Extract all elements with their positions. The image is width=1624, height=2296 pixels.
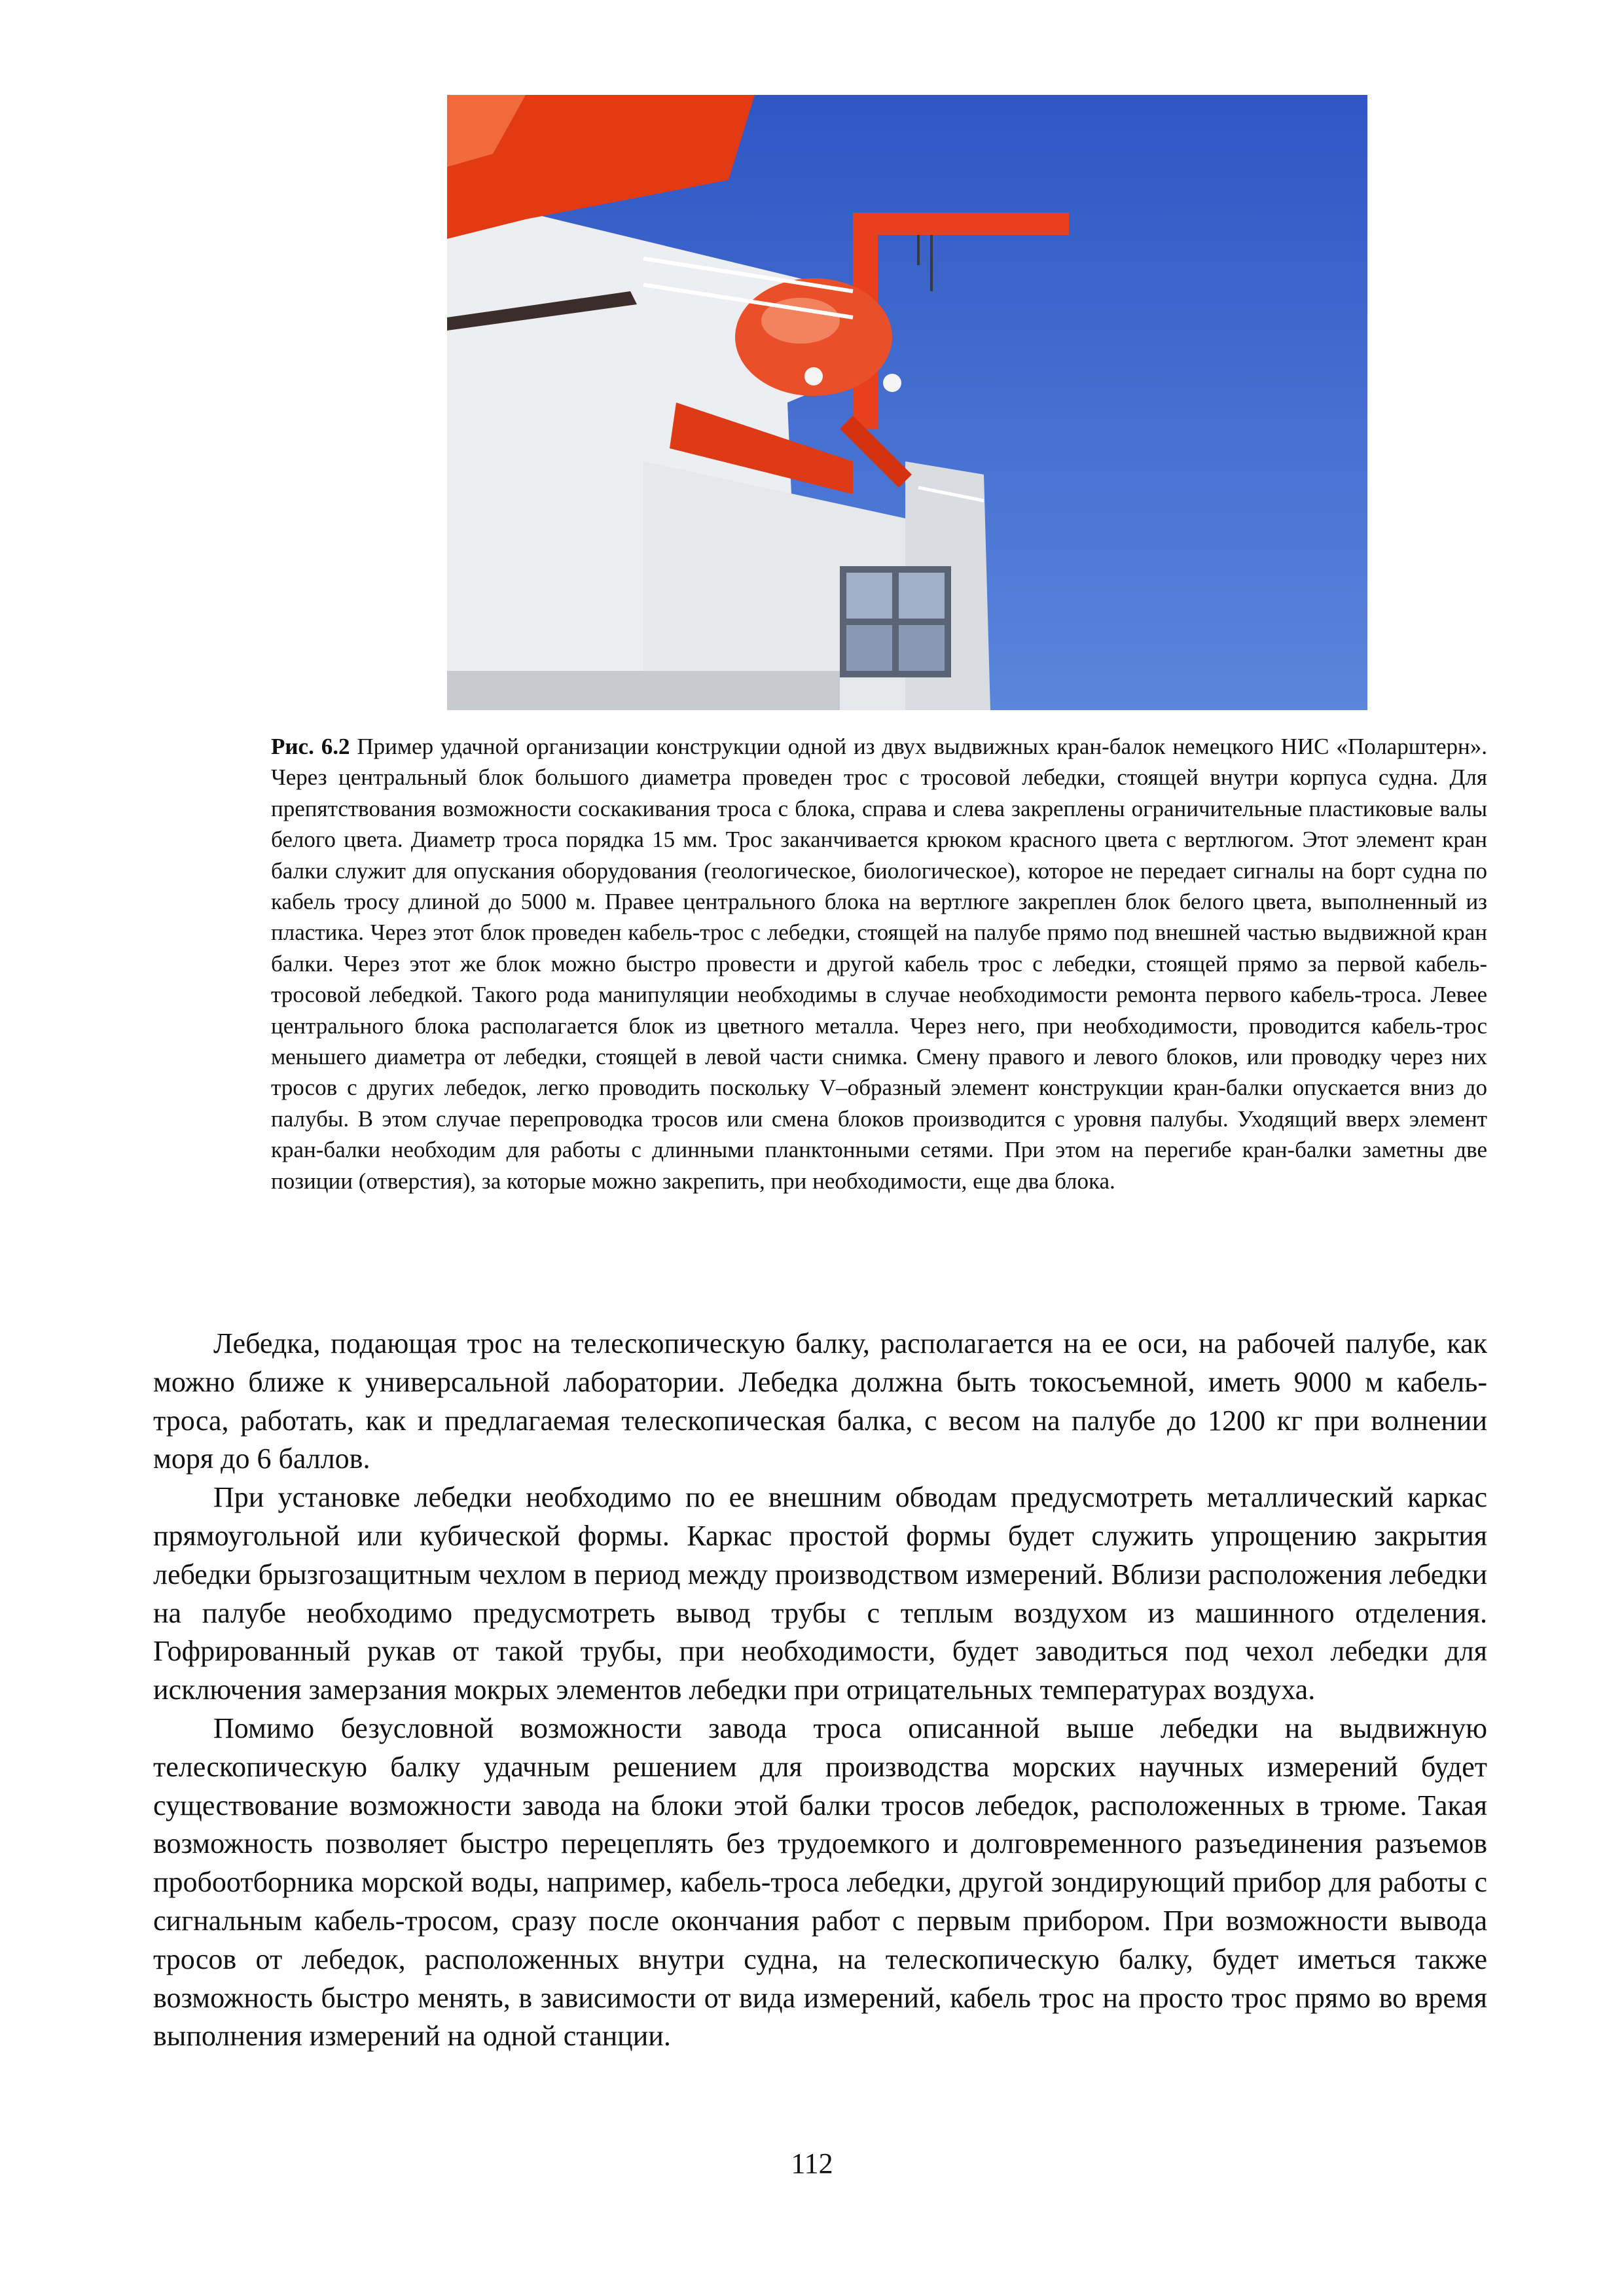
paragraph: Помимо безусловной возможности завода троса описанной выше лебедки на выдвижную телескопическую балку удачным решением для производства морских научных измерений будет существование возможности завода на блоки этой балки тросов лебедок, расположенных в трюме. Такая возможность позволяет быстро перецеплять без трудоемкого и долговременного разъединения разъемов пробоотборника морской воды, например, кабель-троса лебедки, другой зондирующий прибор для работы с сигнальным кабель-тросом, сразу после окончания работ с первым прибором. При возможности вывода тросов от лебедок, расположенных внутри судна, на телескопическую балку, будет иметься также возможность быстро менять, в зависимости от вида измерений, кабель трос на просто трос прямо во время выполнения измерений на одной станции. [153,1712,1487,2053]
figure-caption-text: Пример удачной организации конструкции одной из двух выдвижных кран-балок немецкого НИС «Поларштерн». Через центральный блок большого диаметра проведен трос с тросовой лебедки, стоящей внутри корпуса судна. Для препятствования возможности соскакивания троса с блока, справа и слева закреплены ограничительные пластиковые валы белого цвета. Диаметр троса порядка 15 мм. Трос заканчивается крюком красного цвета с вертлюгом. Этот элемент кран балки служит для опускания оборудования (геологическое, биологическое), которое не передает сигналы на борт судна по кабель тросу длиной до 5000 м. Правее центрального блока на вертлюге закреплен блок белого цвета, выполненный из пластика. Через этот блок проведен кабель-трос с лебедки, стоящей на палубе прямо под внешней частью выдвижной кран балки. Через этот же блок можно быстро провести и другой кабель трос с лебедки, стоящей прямо за первой кабель-тросовой лебедкой. Такого рода манипуляции необходимы в случае необходимости ремонта первого кабель-троса. Левее центрального блока располагается блок из цветного металла. Через него, при необходимости, проводится кабель-трос меньшего диаметра от лебедки, стоящей в левой части снимка. Смену правого и левого блоков, или проводку через них тросов с других лебедок, легко проводить поскольку V–образный элемент конструкции кран-балки опускается вниз до палубы. В этом случае перепроводка тросов или смена блоков производится с уровня палубы. Уходящий вверх элемент кран-балки необходим для работы с длинными планктонными сетями. При этом на перегибе кран-балки заметны две позиции (отверстия), за которые можно закрепить, при необходимости, еще два блока. [271,734,1487,1194]
ship-crane-photo [447,95,1367,710]
figure-caption [271,731,1487,1196]
page-number: 112 [791,2147,833,2179]
body-text [153,1325,1487,2056]
paragraph: Лебедка, подающая трос на телескопическую балку, располагается на ее оси, на рабочей палубе, как можно ближе к универсальной лаборатории. Лебедка должна быть токосъемной, иметь 9000 м кабель-троса, работать, как и предлагаемая телескопическая балка, с весом на палубе до 1200 кг при волнении моря до 6 баллов. [153,1327,1487,1475]
paragraph: При установке лебедки необходимо по ее внешним обводам предусмотреть металлический каркас прямоугольной или кубической формы. Каркас простой формы будет служить упрощению закрытия лебедки брызгозащитным чехлом в период между производством измерений. Вблизи расположения лебедки на палубе необходимо предусмотреть вывод трубы с теплым воздухом из машинного отделения. Гофрированный рукав от такой трубы, при необходимости, будет заводиться под чехол лебедки для исключения замерзания мокрых элементов лебедки при отрицательных температурах воздуха. [153,1481,1487,1706]
figure-label: Рис. 6.2 [271,734,350,759]
